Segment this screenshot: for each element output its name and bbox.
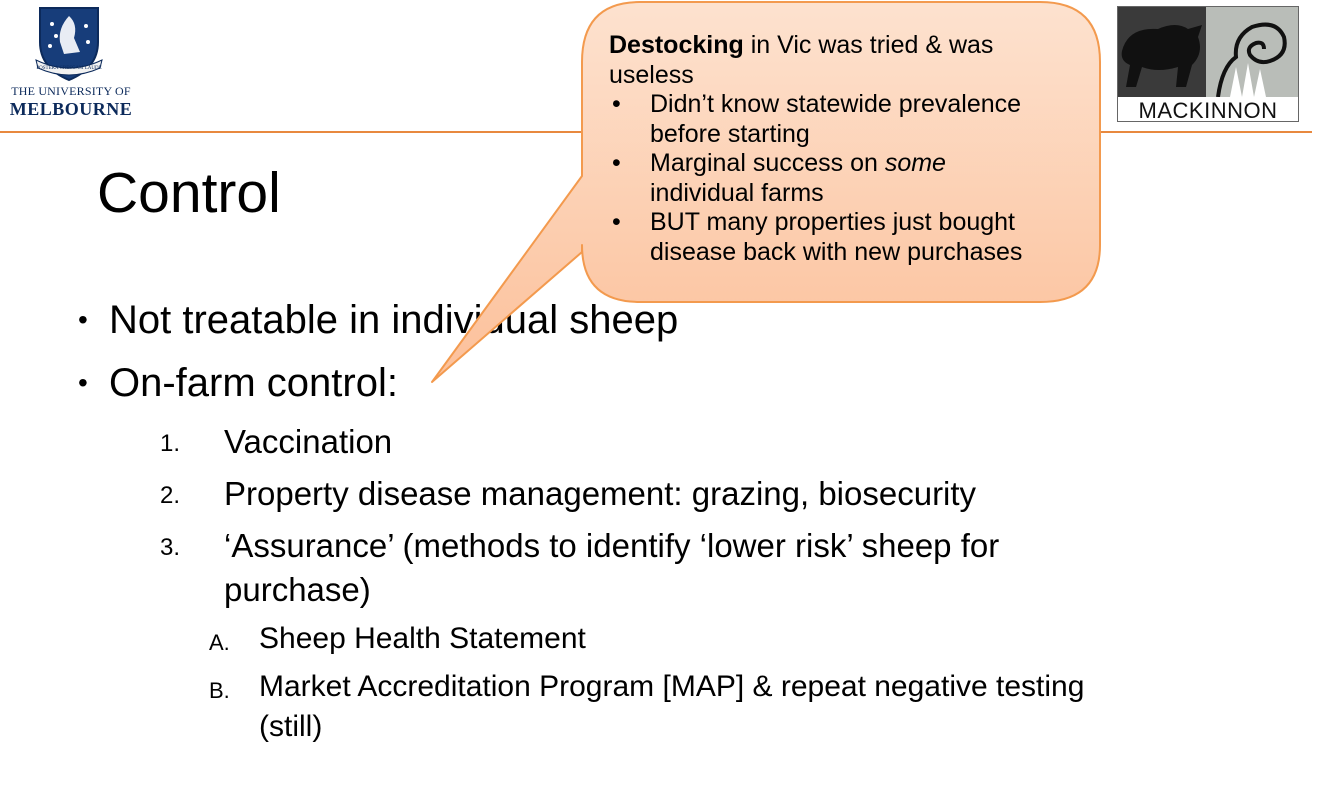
callout-item xyxy=(609,149,1079,208)
university-name-line2: MELBOURNE xyxy=(9,99,133,119)
callout-item-line1: BUT many properties just bought xyxy=(650,208,1016,236)
slide-title: Control xyxy=(97,161,281,225)
item-text: Property disease management: grazing, biosecurity xyxy=(224,475,977,512)
item-number: 1. xyxy=(160,430,181,457)
bullet-text: On-farm control: xyxy=(109,361,398,405)
item-text: Sheep Health Statement xyxy=(259,622,586,655)
callout-lead-rest: in Vic was tried & was xyxy=(743,31,994,59)
callout-item-line1: Didn’t know statewide prevalence xyxy=(650,90,1022,118)
callout-item xyxy=(609,208,1079,267)
item-text: Market Accreditation Program [MAP] & repeat negative testing xyxy=(259,670,1085,703)
bullet-dot: • xyxy=(612,90,621,118)
callout-item-line2: disease back with new purchases xyxy=(650,237,1023,266)
bullet-text: Not treatable in individual sheep xyxy=(109,298,679,342)
bullet-dot: • xyxy=(78,367,88,398)
callout-item-emphasis: some xyxy=(884,149,946,177)
mackinnon-wordmark: MACKINNON xyxy=(1138,98,1278,123)
bullet-dot: • xyxy=(612,149,621,177)
university-name-line1: THE UNIVERSITY OF xyxy=(11,84,131,98)
callout-lead-bold: Destocking xyxy=(609,31,744,59)
bullet-dot: • xyxy=(612,208,621,236)
crest-motto: POSTERA CRESCAM LAUDE xyxy=(36,66,102,71)
item-number: 2. xyxy=(160,482,181,509)
callout-item-line2: before starting xyxy=(650,119,810,148)
callout-lead-continuation: useless xyxy=(609,60,694,89)
callout-list xyxy=(609,90,1079,267)
callout-lead xyxy=(609,31,1079,61)
callout-text xyxy=(609,31,1079,267)
item-text: Vaccination xyxy=(224,423,393,460)
callout-item-line2: individual farms xyxy=(650,178,824,207)
item-letter: A. xyxy=(209,630,230,655)
callout-item xyxy=(609,90,1079,149)
item-letter: B. xyxy=(209,678,230,703)
item-text-continuation: purchase) xyxy=(224,571,371,608)
item-text: ‘Assurance’ (methods to identify ‘lower risk’ sheep for xyxy=(224,527,1000,564)
item-text-continuation: (still) xyxy=(259,710,323,743)
callout-item-line1-pre: Marginal success on xyxy=(650,149,885,177)
bullet-dot: • xyxy=(78,304,88,335)
item-number: 3. xyxy=(160,534,181,561)
